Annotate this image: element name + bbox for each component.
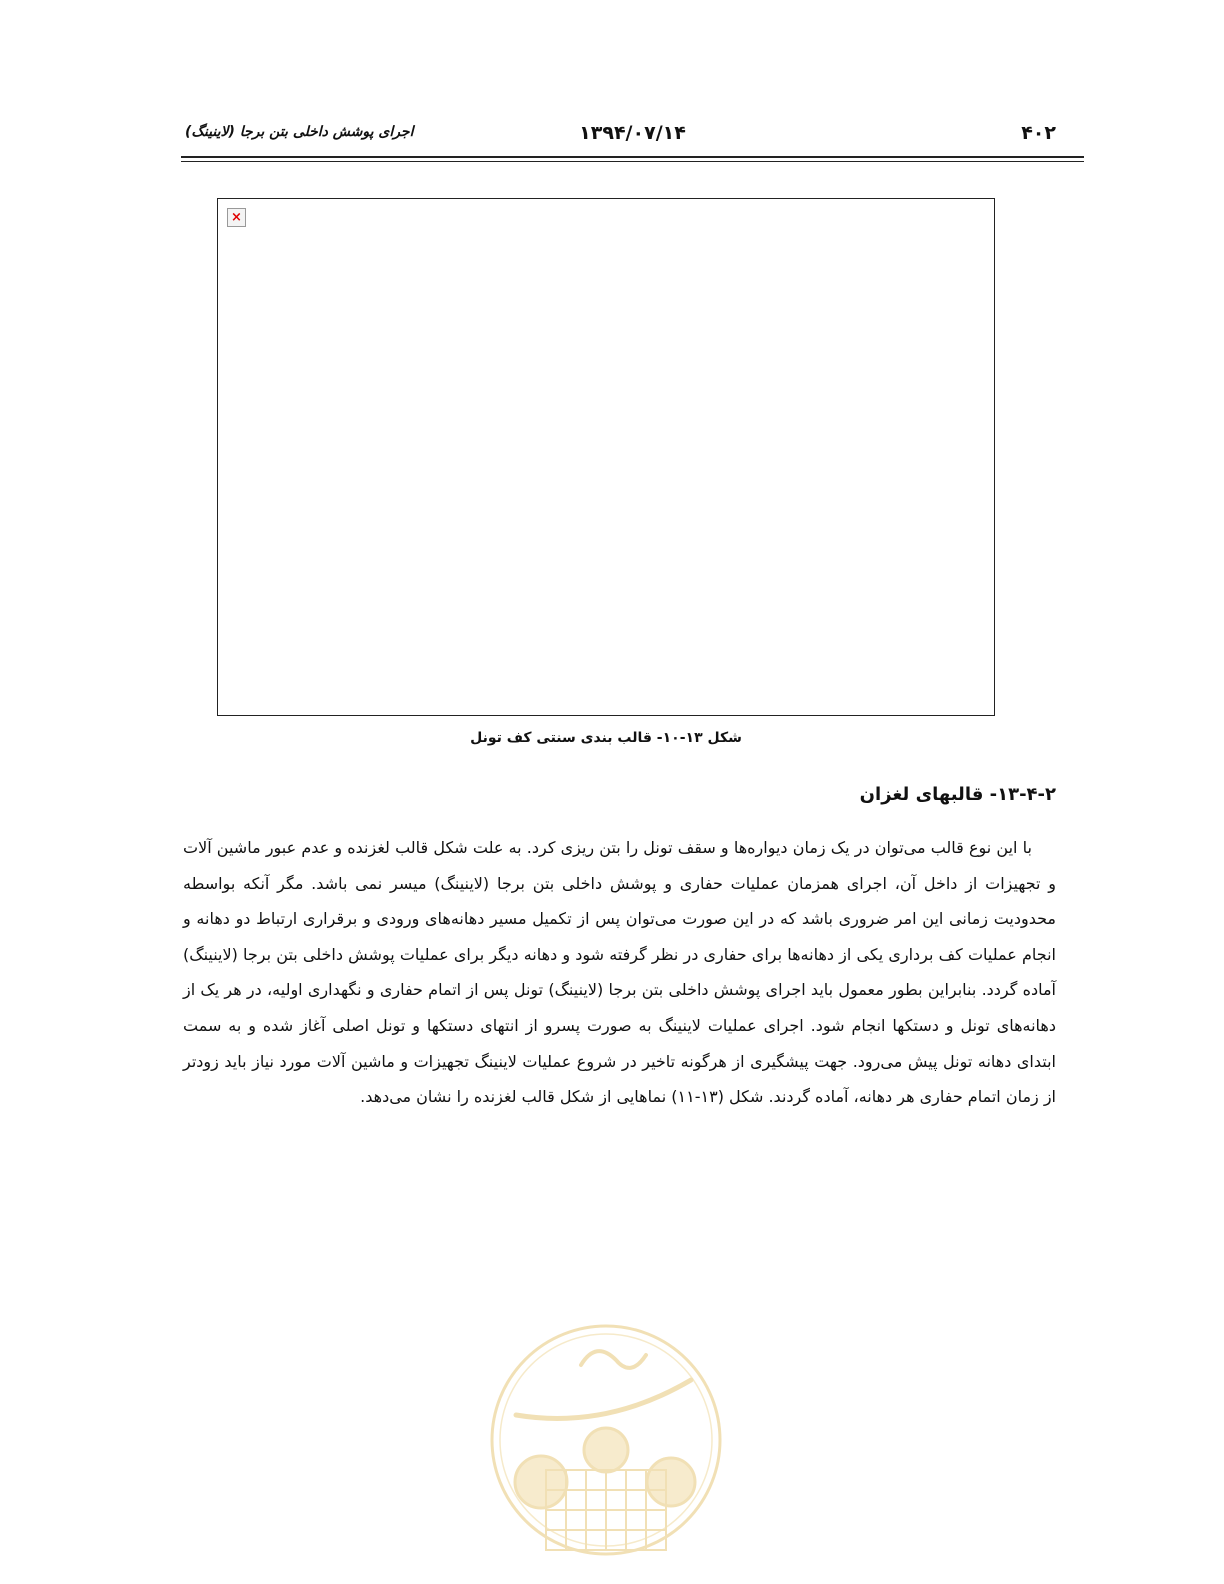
publisher-seal-logo [486,1320,726,1584]
header-divider [181,156,1084,162]
page-header [181,118,1084,150]
header-date: ۱۳۹۴/۰۷/۱۴ [579,122,686,144]
broken-image-icon: × [227,208,246,227]
body-paragraph: با این نوع قالب می‌توان در یک زمان دیواره‌ها و سقف تونل را بتن ریزی کرد. به علت شکل قالب لغزنده و عدم عبور ماشین آلات و تجهیزات از داخل آن، اجرای همزمان عملیات حفاری و پوشش داخلی بتن برجا (لاینینگ) میسر نمی باشد. مگر آنکه بواسطه محدودیت زمانی این امر ضروری باشد که در این صورت می‌توان پس از تکمیل مسیر دهانه‌های ورودی و برقراری ارتباط دو دهانه و انجام عملیات کف برداری یکی از دهانه‌ها برای حفاری در نظر گرفته شود و دهانه دیگر برای عملیات پوشش داخلی بتن برجا (لاینینگ) آماده گردد. بنابراین بطور معمول باید اجرای پوشش داخلی بتن برجا (لاینینگ) تونل پس از اتمام حفاری و نگهداری اولیه، در هر یک از دهانه‌های تونل و دستکها انجام شود. اجرای عملیات لاینینگ به صورت پسرو از انتهای دستکها و تونل اصلی آغاز شده و به سمت ابتدای دهانه تونل پیش می‌رود. جهت پیشگیری از هرگونه تاخیر در شروع عملیات لاینینگ تجهیزات و ماشین آلات مورد نیاز باید زودتر از زمان اتمام حفاری هر دهانه، آماده گردند. شکل (۱۳-۱۱) نماهایی از شکل قالب لغزنده را نشان می‌دهد. [183,838,1056,1107]
figure-image-placeholder [217,198,995,716]
running-title: اجرای پوشش داخلی بتن برجا (لاینینگ) [185,124,414,140]
figure-caption: شکل ۱۳-۱۰- قالب بندی سنتی کف تونل [470,730,742,746]
section-heading: ۱۳-۴-۲- قالبهای لغزان [859,784,1056,805]
page-number: ۴۰۲ [1021,122,1056,144]
